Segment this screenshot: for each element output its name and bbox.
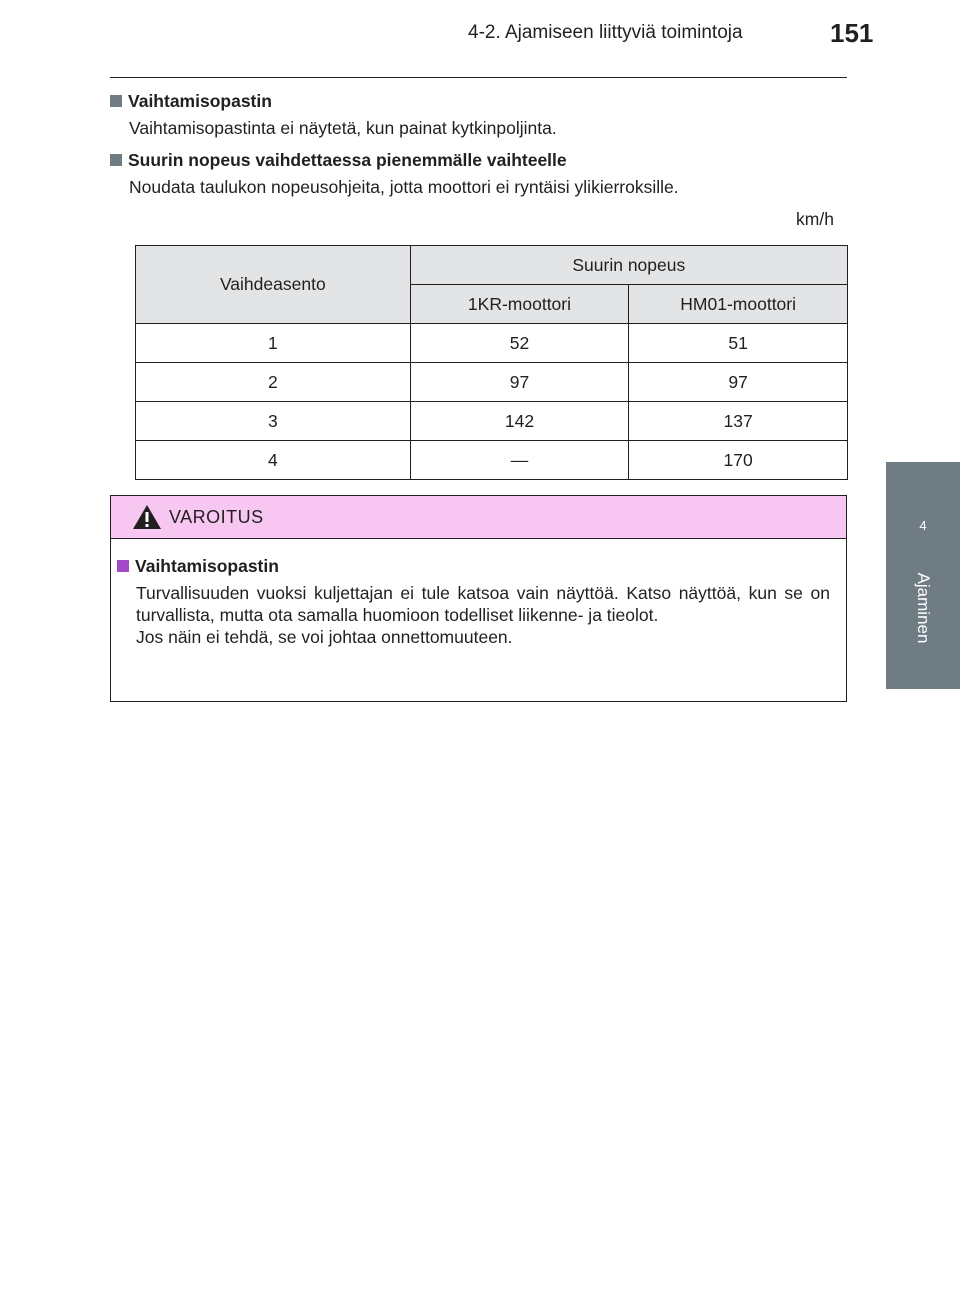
item-title-text: Vaihtamisopastin (128, 91, 272, 111)
warning-item-title (117, 555, 830, 577)
cell-hm01: 137 (629, 402, 848, 441)
cell-hm01: 51 (629, 324, 848, 363)
warning-box (110, 495, 847, 702)
table-unit: km/h (796, 209, 834, 229)
item-title (110, 149, 850, 171)
item-text: Vaihtamisopastinta ei näytetä, kun painat kytkinpoljinta. (129, 118, 557, 138)
warning-paragraph: Turvallisuuden vuoksi kuljettajan ei tule katsoa vain näyttöä. Katso näyttöä, kun se on turvallista, mutta ota samalla huomioon todelliset liikenne- ja tieolot. (136, 583, 830, 625)
table-row (136, 441, 848, 480)
warning-title: VAROITUS (169, 507, 264, 527)
chapter-tab-label-text: Ajaminen (914, 572, 933, 644)
table-row (136, 324, 848, 363)
warning-triangle-icon (132, 504, 162, 530)
table-row (136, 363, 848, 402)
bullet-square-icon (110, 154, 122, 166)
warning-text (136, 582, 830, 648)
warning-item-title-text: Vaihtamisopastin (135, 556, 279, 576)
chapter-tab-number: 4 (919, 518, 927, 533)
chapter-tab-label (886, 548, 960, 668)
cell-gear: 3 (136, 402, 411, 441)
warning-header (111, 496, 846, 539)
item-text: Noudata taulukon nopeusohjeita, jotta moottori ei ryntäisi ylikierroksille. (129, 177, 679, 197)
bullet-square-icon (117, 560, 129, 572)
header-section-title: 4-2. Ajamiseen liittyviä toimintoja (468, 22, 743, 43)
cell-1kr: — (410, 441, 629, 480)
max-speed-table (135, 245, 848, 480)
bullet-square-icon (110, 95, 122, 107)
header-max-speed: Suurin nopeus (410, 246, 847, 285)
cell-1kr: 97 (410, 363, 629, 402)
item-title-text: Suurin nopeus vaihdettaessa pienemmälle vaihteelle (128, 150, 567, 170)
warning-paragraph: Jos näin ei tehdä, se voi johtaa onnettomuuteen. (136, 627, 513, 647)
header-gear-position: Vaihdeasento (136, 246, 411, 324)
cell-gear: 1 (136, 324, 411, 363)
cell-1kr: 52 (410, 324, 629, 363)
page-number: 151 (830, 18, 874, 48)
cell-gear: 4 (136, 441, 411, 480)
header-engine-hm01: HM01-moottori (629, 285, 848, 324)
header-divider (110, 77, 847, 78)
warning-body (111, 539, 846, 648)
item-gear-shift-indicator (110, 90, 850, 139)
table-row (136, 402, 848, 441)
item-title (110, 90, 850, 112)
cell-1kr: 142 (410, 402, 629, 441)
cell-gear: 2 (136, 363, 411, 402)
cell-hm01: 170 (629, 441, 848, 480)
cell-hm01: 97 (629, 363, 848, 402)
item-max-speed-downshift (110, 149, 850, 198)
header-engine-1kr: 1KR-moottori (410, 285, 629, 324)
